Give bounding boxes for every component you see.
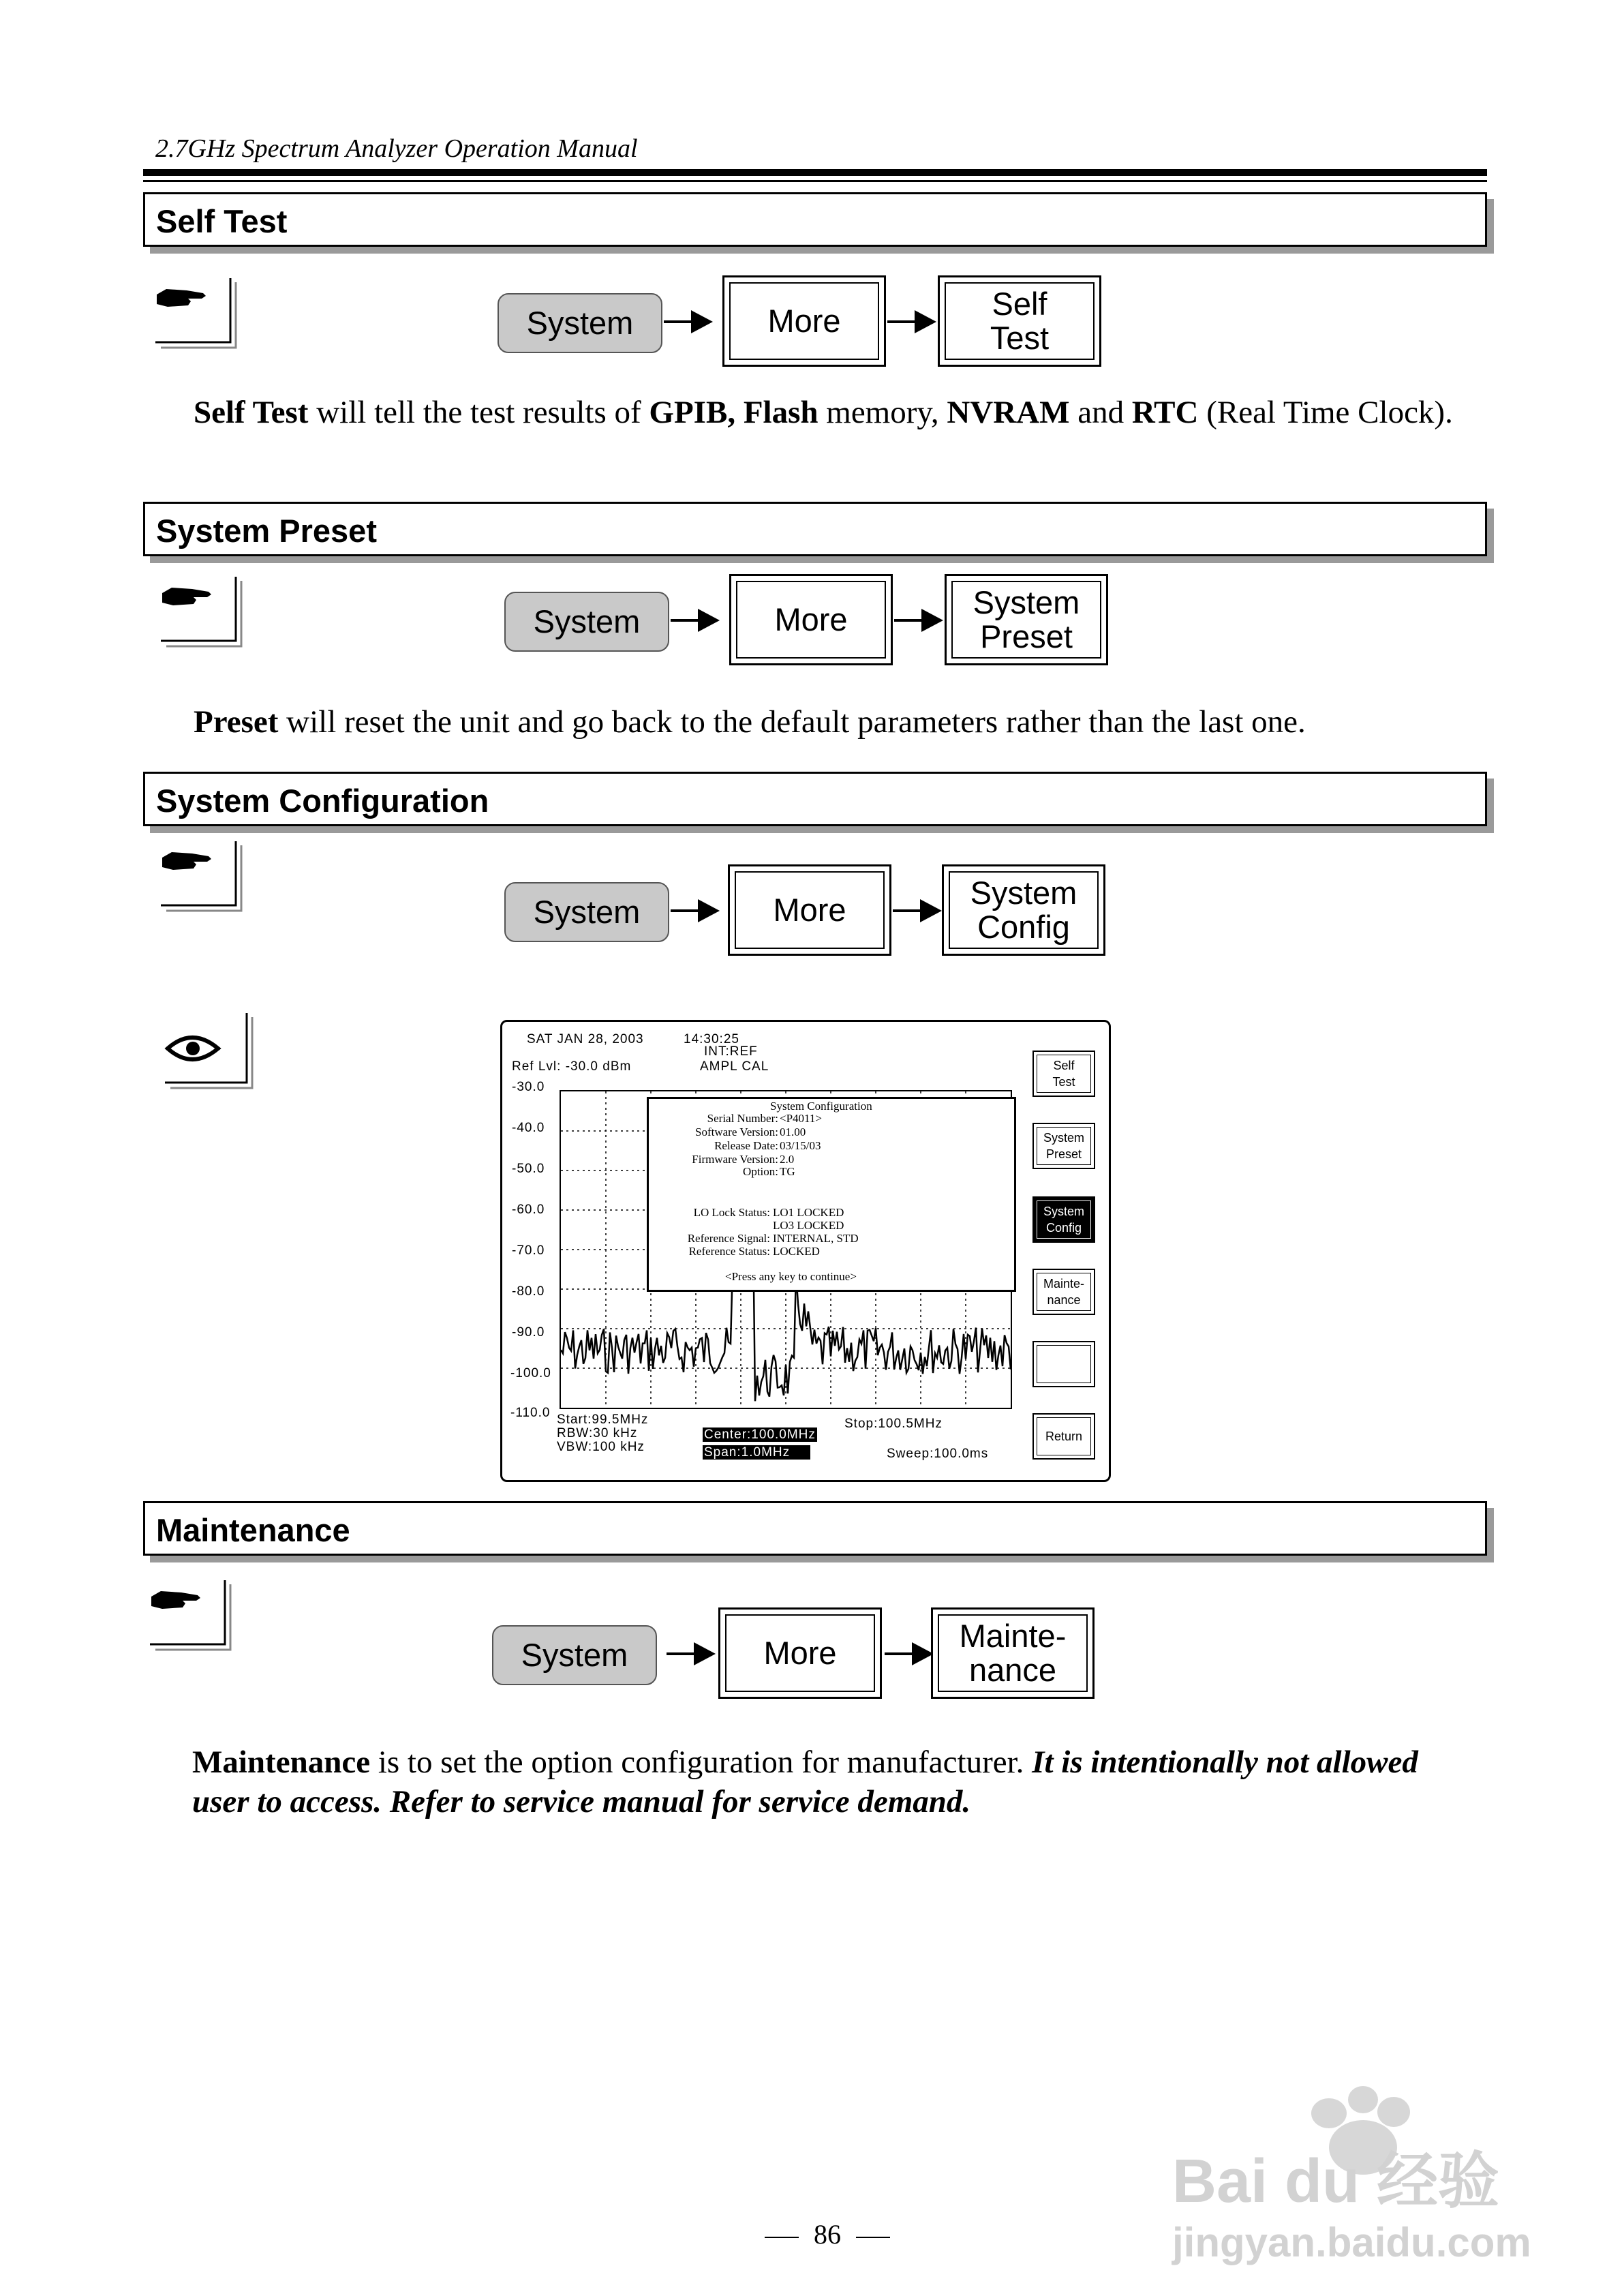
pointing-hand-icon xyxy=(157,837,245,912)
option-value: TG xyxy=(780,1165,795,1178)
time-readout: 14:30:25 xyxy=(684,1032,739,1046)
section-self-test xyxy=(143,192,1487,247)
more-key[interactable]: More xyxy=(728,864,891,956)
span-readout: Span:1.0MHz xyxy=(703,1446,810,1460)
dialog-title: System Configuration xyxy=(770,1100,872,1113)
stop-freq: Stop:100.5MHz xyxy=(844,1417,943,1431)
system-preset-key[interactable]: System Preset xyxy=(945,574,1108,665)
section-title: Self Test xyxy=(156,203,288,239)
key-sequence-system-config xyxy=(504,864,1104,960)
pointing-hand-icon xyxy=(151,274,240,349)
center-freq: Center:100.0MHz xyxy=(704,1428,816,1442)
system-key[interactable]: System xyxy=(504,592,669,652)
serial-value: <P4011> xyxy=(780,1112,822,1125)
system-key[interactable]: System xyxy=(504,882,669,942)
page-number: 86 xyxy=(750,2218,905,2250)
arrow-icon xyxy=(885,1652,931,1655)
section-title: System Preset xyxy=(156,513,377,549)
reference-status-value: LOCKED xyxy=(773,1245,820,1258)
y-tick: -100.0 xyxy=(510,1366,551,1380)
softkey-system-config[interactable]: System Config xyxy=(1032,1196,1095,1243)
y-tick: -30.0 xyxy=(512,1080,545,1094)
option-label: Option: xyxy=(743,1165,778,1178)
section-title: Maintenance xyxy=(156,1512,350,1548)
y-tick: -70.0 xyxy=(512,1243,545,1258)
self-test-key[interactable]: Self Test xyxy=(938,275,1101,367)
reference-signal-value: INTERNAL, STD xyxy=(773,1232,859,1245)
arrow-icon xyxy=(667,1652,713,1655)
system-key[interactable]: System xyxy=(492,1625,657,1685)
software-version-value: 01.00 xyxy=(780,1126,806,1138)
system-key[interactable]: System xyxy=(498,293,662,353)
y-tick: -40.0 xyxy=(512,1121,545,1135)
header-rule xyxy=(143,169,1487,176)
continue-prompt: <Press any key to continue> xyxy=(725,1270,857,1283)
maintenance-key[interactable]: Mainte- nance xyxy=(931,1607,1095,1699)
y-tick: -50.0 xyxy=(512,1162,545,1176)
watermark-url: jingyan.baidu.com xyxy=(1172,2220,1531,2265)
firmware-version-label: Firmware Version: xyxy=(692,1153,778,1166)
y-tick: -110.0 xyxy=(510,1406,551,1420)
key-sequence-maintenance xyxy=(492,1607,1092,1703)
release-date-label: Release Date: xyxy=(714,1139,778,1152)
self-test-description: Self Test will tell the test results of GPIB, Flash memory, NVRAM and RTC (Real Time Clock). xyxy=(194,395,1453,430)
section-title: System Configuration xyxy=(156,783,489,819)
softkey-self-test[interactable]: Self Test xyxy=(1032,1051,1095,1097)
rbw-readout: RBW:30 kHz xyxy=(557,1426,638,1440)
more-key[interactable]: More xyxy=(729,574,893,665)
key-sequence-self-test xyxy=(498,275,1097,371)
y-tick: -80.0 xyxy=(512,1284,545,1299)
more-key[interactable]: More xyxy=(718,1607,882,1699)
lo1-status: LO1 LOCKED xyxy=(773,1206,844,1219)
header-rule-thin xyxy=(143,180,1487,182)
more-key[interactable]: More xyxy=(722,275,886,367)
running-header: 2.7GHz Spectrum Analyzer Operation Manual xyxy=(155,134,638,163)
sweep-readout: Sweep:100.0ms xyxy=(887,1447,989,1461)
baidu-watermark-logo xyxy=(1159,2072,1540,2270)
lo3-status: LO3 LOCKED xyxy=(773,1219,844,1232)
firmware-version-value: 2.0 xyxy=(780,1153,795,1166)
serial-label: Serial Number: xyxy=(707,1112,778,1125)
pointing-hand-icon xyxy=(146,1576,234,1651)
system-config-key[interactable]: System Config xyxy=(942,864,1105,956)
watermark-brand: Bai du 经验 xyxy=(1172,2147,1500,2216)
int-ref-readout: INT:REF xyxy=(704,1044,758,1059)
arrow-icon xyxy=(887,320,934,323)
release-date-value: 03/15/03 xyxy=(780,1139,821,1152)
y-tick: -60.0 xyxy=(512,1203,545,1217)
arrow-icon xyxy=(671,909,717,912)
key-sequence-system-preset xyxy=(504,574,1104,669)
software-version-label: Software Version: xyxy=(695,1126,778,1138)
vbw-readout: VBW:100 kHz xyxy=(557,1440,645,1454)
system-configuration-dialog xyxy=(647,1097,1016,1292)
arrow-icon xyxy=(893,909,939,912)
ampl-cal-readout: AMPL CAL xyxy=(700,1059,769,1074)
arrow-icon xyxy=(664,320,710,323)
reference-status-label: Reference Status: xyxy=(688,1245,770,1258)
section-system-configuration xyxy=(143,772,1487,826)
view-eye-icon xyxy=(161,1009,256,1091)
reference-signal-label: Reference Signal: xyxy=(687,1232,770,1245)
date-readout: SAT JAN 28, 2003 xyxy=(527,1032,644,1046)
ref-level-readout: Ref Lvl: -30.0 dBm xyxy=(512,1059,632,1074)
section-maintenance xyxy=(143,1501,1487,1556)
softkey-blank[interactable] xyxy=(1032,1341,1095,1387)
softkey-maintenance[interactable]: Mainte- nance xyxy=(1032,1269,1095,1315)
arrow-icon xyxy=(671,619,717,622)
softkey-system-preset[interactable]: System Preset xyxy=(1032,1123,1095,1169)
system-preset-description: Preset will reset the unit and go back to the default parameters rather than the last one. xyxy=(194,704,1306,740)
analyzer-screen xyxy=(500,1020,1111,1482)
maintenance-description: Maintenance is to set the option configuration for manufacturer. It is intentionally not allowed user to access. Refer to service manual for service demand. xyxy=(192,1744,1418,1819)
y-tick: -90.0 xyxy=(512,1325,545,1340)
arrow-icon xyxy=(894,619,940,622)
pointing-hand-icon xyxy=(157,573,245,648)
lo-lock-label: LO Lock Status: xyxy=(693,1206,770,1219)
start-freq: Start:99.5MHz xyxy=(557,1413,649,1427)
section-system-preset xyxy=(143,502,1487,556)
softkey-return[interactable]: Return xyxy=(1032,1413,1095,1460)
